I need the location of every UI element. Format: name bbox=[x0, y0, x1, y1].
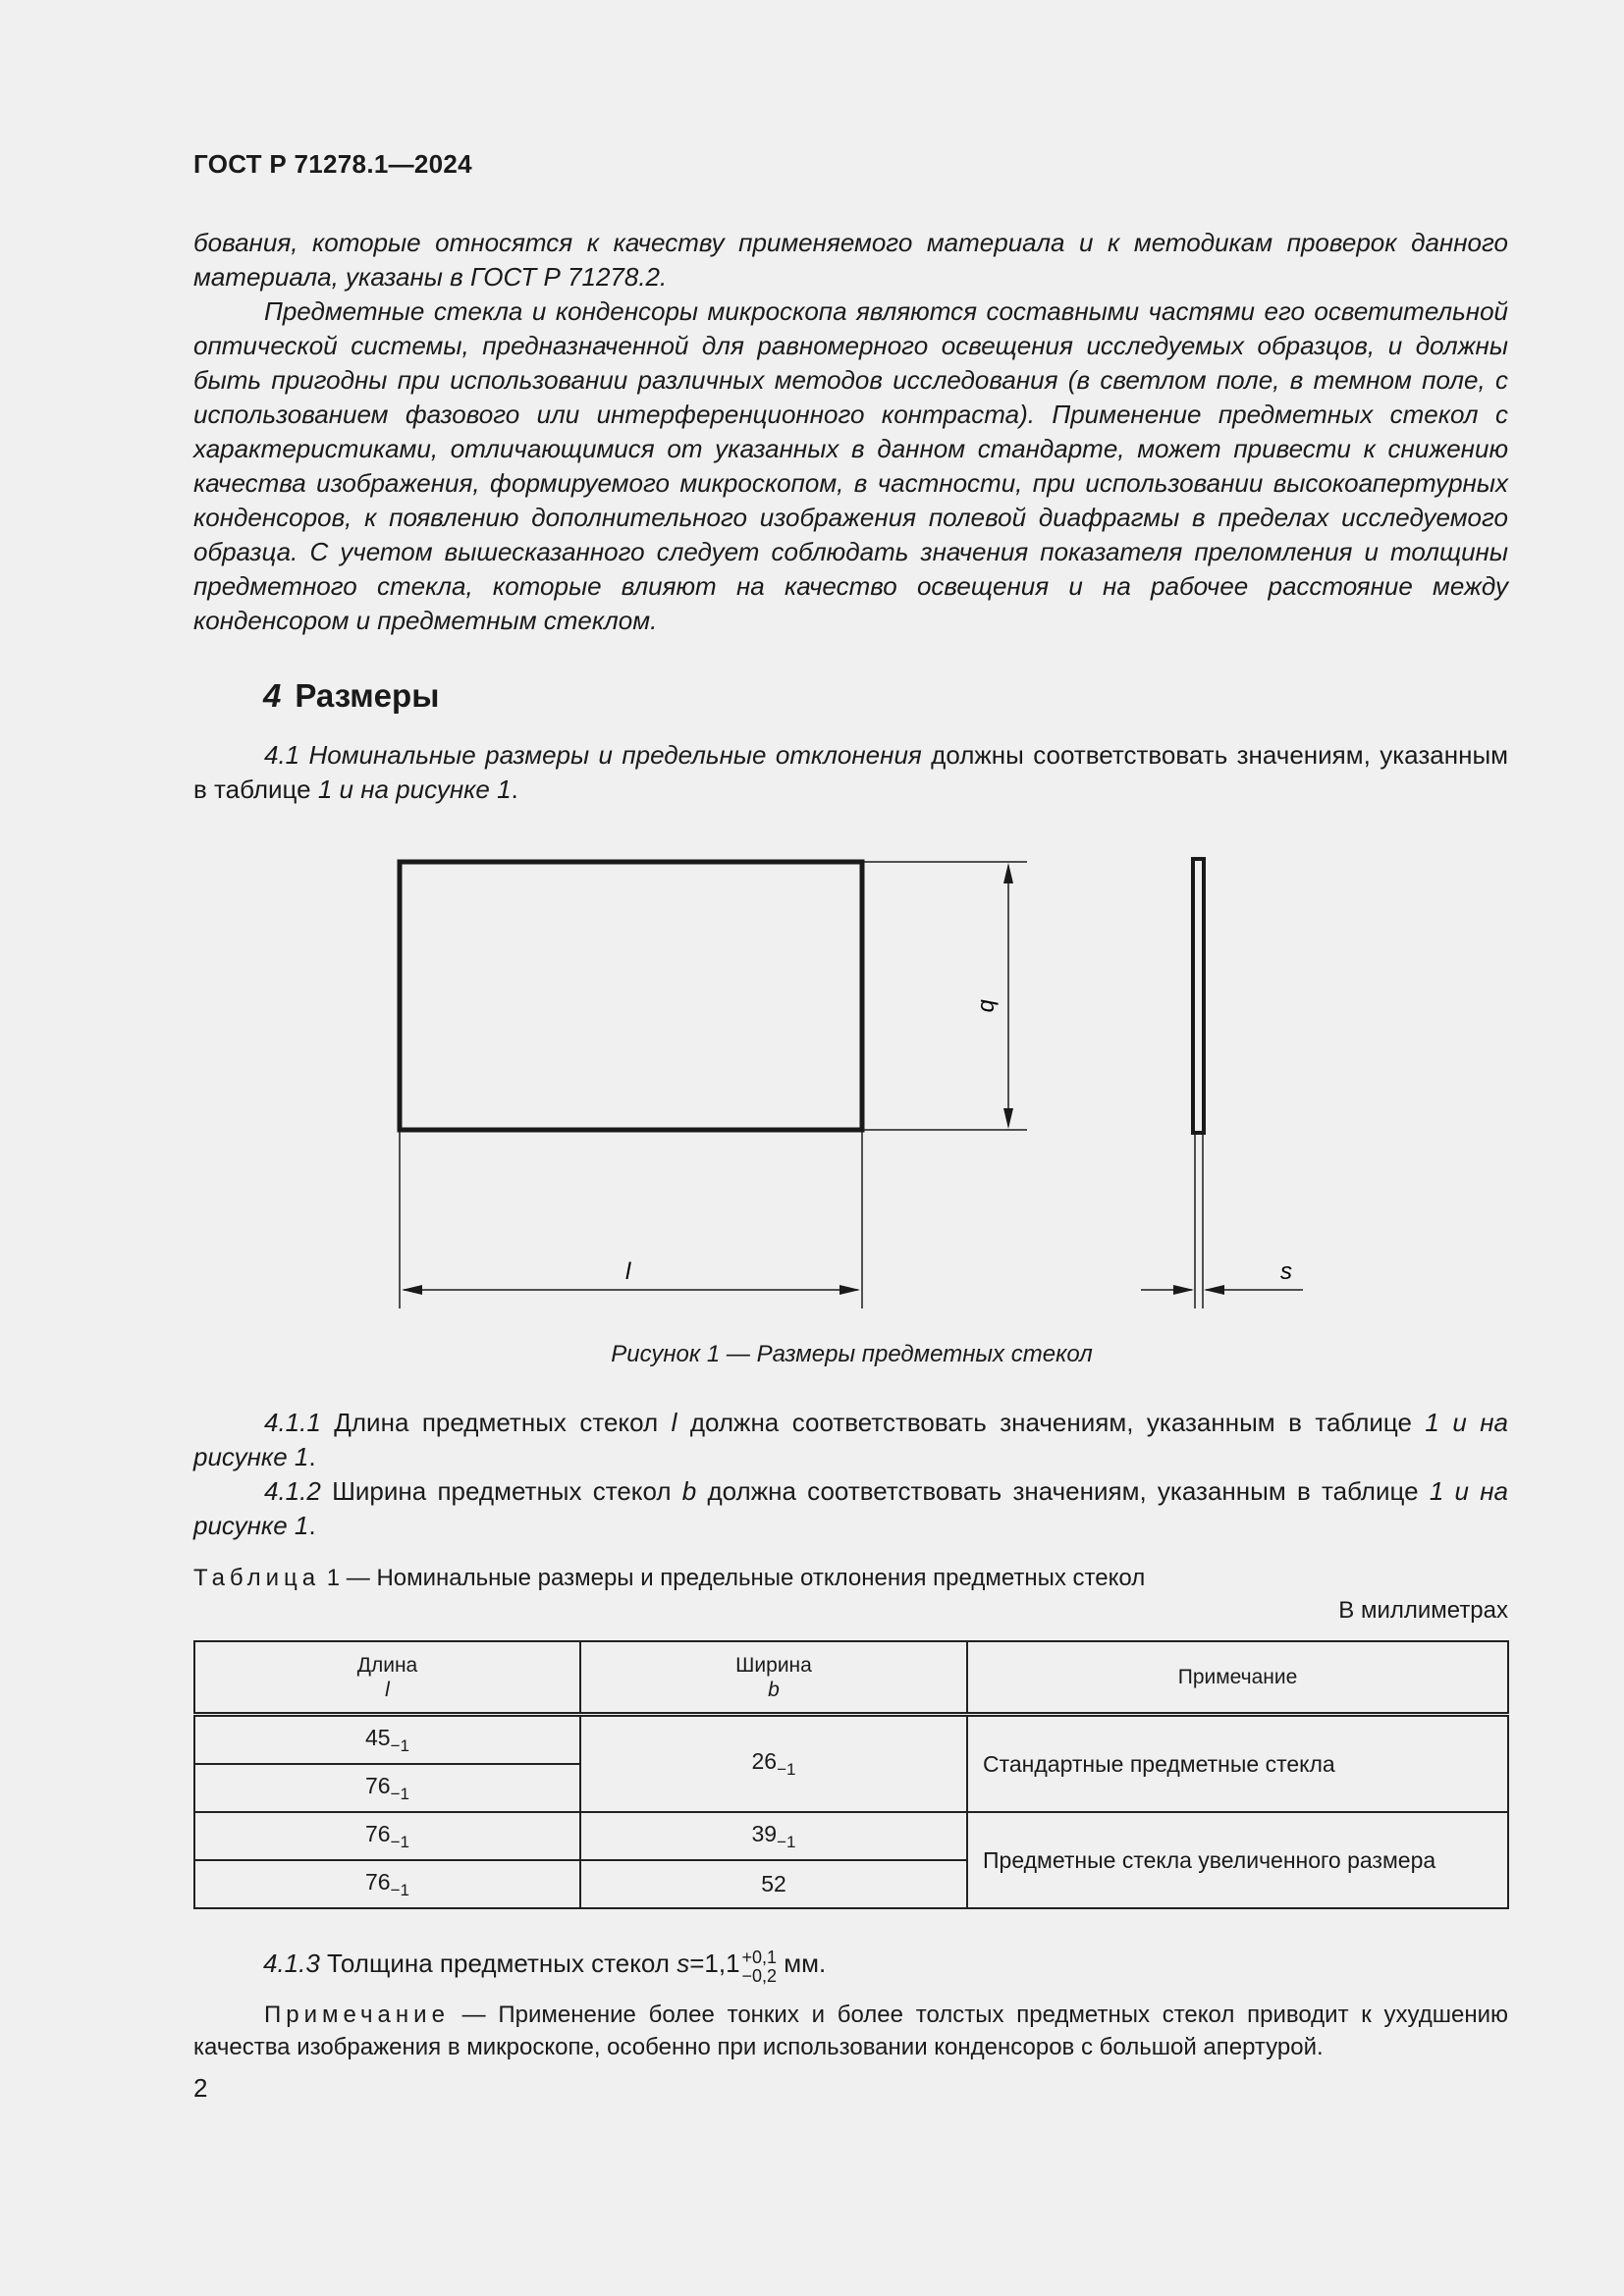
label-l: l bbox=[625, 1258, 631, 1285]
cell-length bbox=[194, 1764, 580, 1812]
header-length bbox=[194, 1641, 580, 1715]
intro-paragraph-1: бования, которые относятся к качеству применяемого материала и к методикам проверок данного материала, указаны в ГОСТ Р 71278.2. bbox=[193, 228, 1508, 292]
header-width-label: Ширина bbox=[735, 1653, 812, 1677]
value: 76 bbox=[365, 1820, 391, 1846]
clause-end: . bbox=[308, 1442, 316, 1471]
tolerance-stack bbox=[742, 1949, 778, 1986]
note-block bbox=[193, 1999, 1508, 2063]
table-title-prefix: Таблица bbox=[193, 1565, 321, 1591]
document-id-header: ГОСТ Р 71278.1—2024 bbox=[193, 149, 472, 179]
clauses-4-1-1-and-4-1-2 bbox=[193, 1406, 1508, 1543]
tolerance: −1 bbox=[390, 1735, 409, 1755]
table-title-text: 1 — Номинальные размеры и предельные отклонения предметных стекол bbox=[320, 1565, 1146, 1591]
slide-front-outline bbox=[400, 862, 862, 1130]
clause-subject: Номинальные размеры и предельные отклонения bbox=[308, 740, 922, 770]
clause-number: 4.1 bbox=[264, 740, 300, 770]
slide-side-outline bbox=[1193, 859, 1204, 1133]
cell-width bbox=[580, 1860, 967, 1908]
tolerance: −1 bbox=[390, 1784, 409, 1803]
formula-value: =1,1 bbox=[689, 1949, 740, 1978]
formula-variable: s bbox=[677, 1949, 690, 1978]
tolerance-lower: −0,2 bbox=[741, 1966, 778, 1986]
header-length-label: Длина bbox=[356, 1653, 418, 1677]
note-text: — Применение более тонких и более толстых предметных стекол приводит к ухудшению качества изображения в микроскопе, особенно при использовании конденсоров с большой апертурой. bbox=[193, 2002, 1508, 2060]
header-length-var: l bbox=[385, 1678, 390, 1701]
clause-text: Толщина предметных стекол bbox=[319, 1949, 677, 1978]
label-s: s bbox=[1280, 1258, 1292, 1285]
cell-width bbox=[580, 1715, 967, 1813]
tolerance: −1 bbox=[777, 1760, 796, 1779]
arrow-up-icon bbox=[1003, 863, 1013, 883]
arrow-right-icon bbox=[839, 1285, 860, 1295]
cell-length bbox=[194, 1715, 580, 1765]
arrow-left-icon bbox=[402, 1285, 422, 1295]
header-width bbox=[580, 1641, 967, 1715]
clause-4-1-3 bbox=[263, 1949, 826, 1986]
tolerance: −1 bbox=[390, 1880, 409, 1899]
table-unit: В миллиметрах bbox=[1338, 1597, 1508, 1624]
variable: b bbox=[681, 1476, 697, 1506]
clause-end: . bbox=[511, 774, 518, 804]
cell-note: Стандартные предметные стекла bbox=[967, 1715, 1508, 1813]
clause-text: должны соответствовать значениям, указанным в таблице bbox=[193, 740, 1509, 804]
tolerance: −1 bbox=[390, 1832, 409, 1851]
value: 39 bbox=[751, 1820, 778, 1846]
header-width-var: b bbox=[768, 1678, 780, 1701]
section-title: Размеры bbox=[295, 677, 440, 714]
figure-caption: Рисунок 1 — Размеры предметных стекол bbox=[611, 1341, 1093, 1367]
tolerance-upper: +0,1 bbox=[741, 1948, 778, 1967]
tolerance: −1 bbox=[777, 1832, 796, 1851]
note-label: Примечание bbox=[264, 2002, 450, 2028]
section-4-heading bbox=[263, 677, 439, 715]
table-row bbox=[194, 1715, 1508, 1765]
cell-note: Предметные стекла увеличенного размера bbox=[967, 1812, 1508, 1908]
clause-number: 4.1.1 bbox=[264, 1408, 321, 1437]
header-note: Примечание bbox=[967, 1641, 1508, 1715]
clause-text: Длина предметных стекол bbox=[320, 1408, 672, 1437]
arrow-left-icon bbox=[1204, 1285, 1224, 1295]
table-title bbox=[193, 1565, 1145, 1592]
page-number: 2 bbox=[193, 2073, 208, 2103]
cell-length bbox=[194, 1860, 580, 1908]
cell-width bbox=[580, 1812, 967, 1860]
clause-reference: 1 и на рисунке 1 bbox=[317, 774, 512, 804]
label-b: b bbox=[975, 999, 1001, 1013]
clause-number: 4.1.2 bbox=[264, 1476, 321, 1506]
clause-text: должна соответствовать значениям, указанным в таблице bbox=[696, 1476, 1430, 1506]
slide-dimensions-drawing bbox=[0, 844, 1624, 1335]
arrow-right-icon bbox=[1173, 1285, 1194, 1295]
intro-paragraph-2: Предметные стекла и конденсоры микроскопа являются составными частями его осветительной оптической системы, предназначенной для равномерного освещения исследуемых образцов, и должны быть пригодны при использовании различных методов исследования (в светлом поле, в темном поле, с использованием фазового или интерференционного контраста). Применение предметных стекол с характеристиками, отличающимися от указанных в данном стандарте, может привести к снижению качества изображения, формируемого микроскопом, в частности, при использовании высокоапертурных конденсоров, к появлению дополнительного изображения полевой диафрагмы в пределах исследуемого образца. С учетом вышесказанного следует соблюдать значения показателя преломления и толщины предметного стекла, которые влияют на качество освещения и на рабочее расстояние между конденсором и предметным стеклом. bbox=[193, 296, 1508, 635]
value: 76 bbox=[365, 1868, 391, 1895]
clause-4-1 bbox=[193, 738, 1508, 807]
clause-text: Ширина предметных стекол bbox=[320, 1476, 682, 1506]
dimensions-table bbox=[193, 1640, 1509, 1909]
clause-end: . bbox=[308, 1511, 316, 1540]
table-row bbox=[194, 1812, 1508, 1860]
section-number: 4 bbox=[263, 677, 282, 714]
variable: l bbox=[671, 1408, 677, 1437]
formula-unit: мм. bbox=[777, 1949, 827, 1978]
value: 76 bbox=[365, 1772, 391, 1798]
clause-reference: 1 и на рисунке 1 bbox=[193, 1476, 1508, 1540]
table-header-row bbox=[194, 1641, 1508, 1715]
intro-text bbox=[193, 226, 1508, 638]
clause-reference: 1 и на рисунке 1 bbox=[193, 1408, 1509, 1471]
cell-length bbox=[194, 1812, 580, 1860]
arrow-down-icon bbox=[1003, 1108, 1013, 1129]
value: 52 bbox=[761, 1871, 786, 1896]
value: 26 bbox=[751, 1748, 778, 1774]
clause-text: должна соответствовать значениям, указанным в таблице bbox=[677, 1408, 1426, 1437]
value: 45 bbox=[365, 1724, 391, 1750]
clause-number: 4.1.3 bbox=[263, 1949, 320, 1978]
